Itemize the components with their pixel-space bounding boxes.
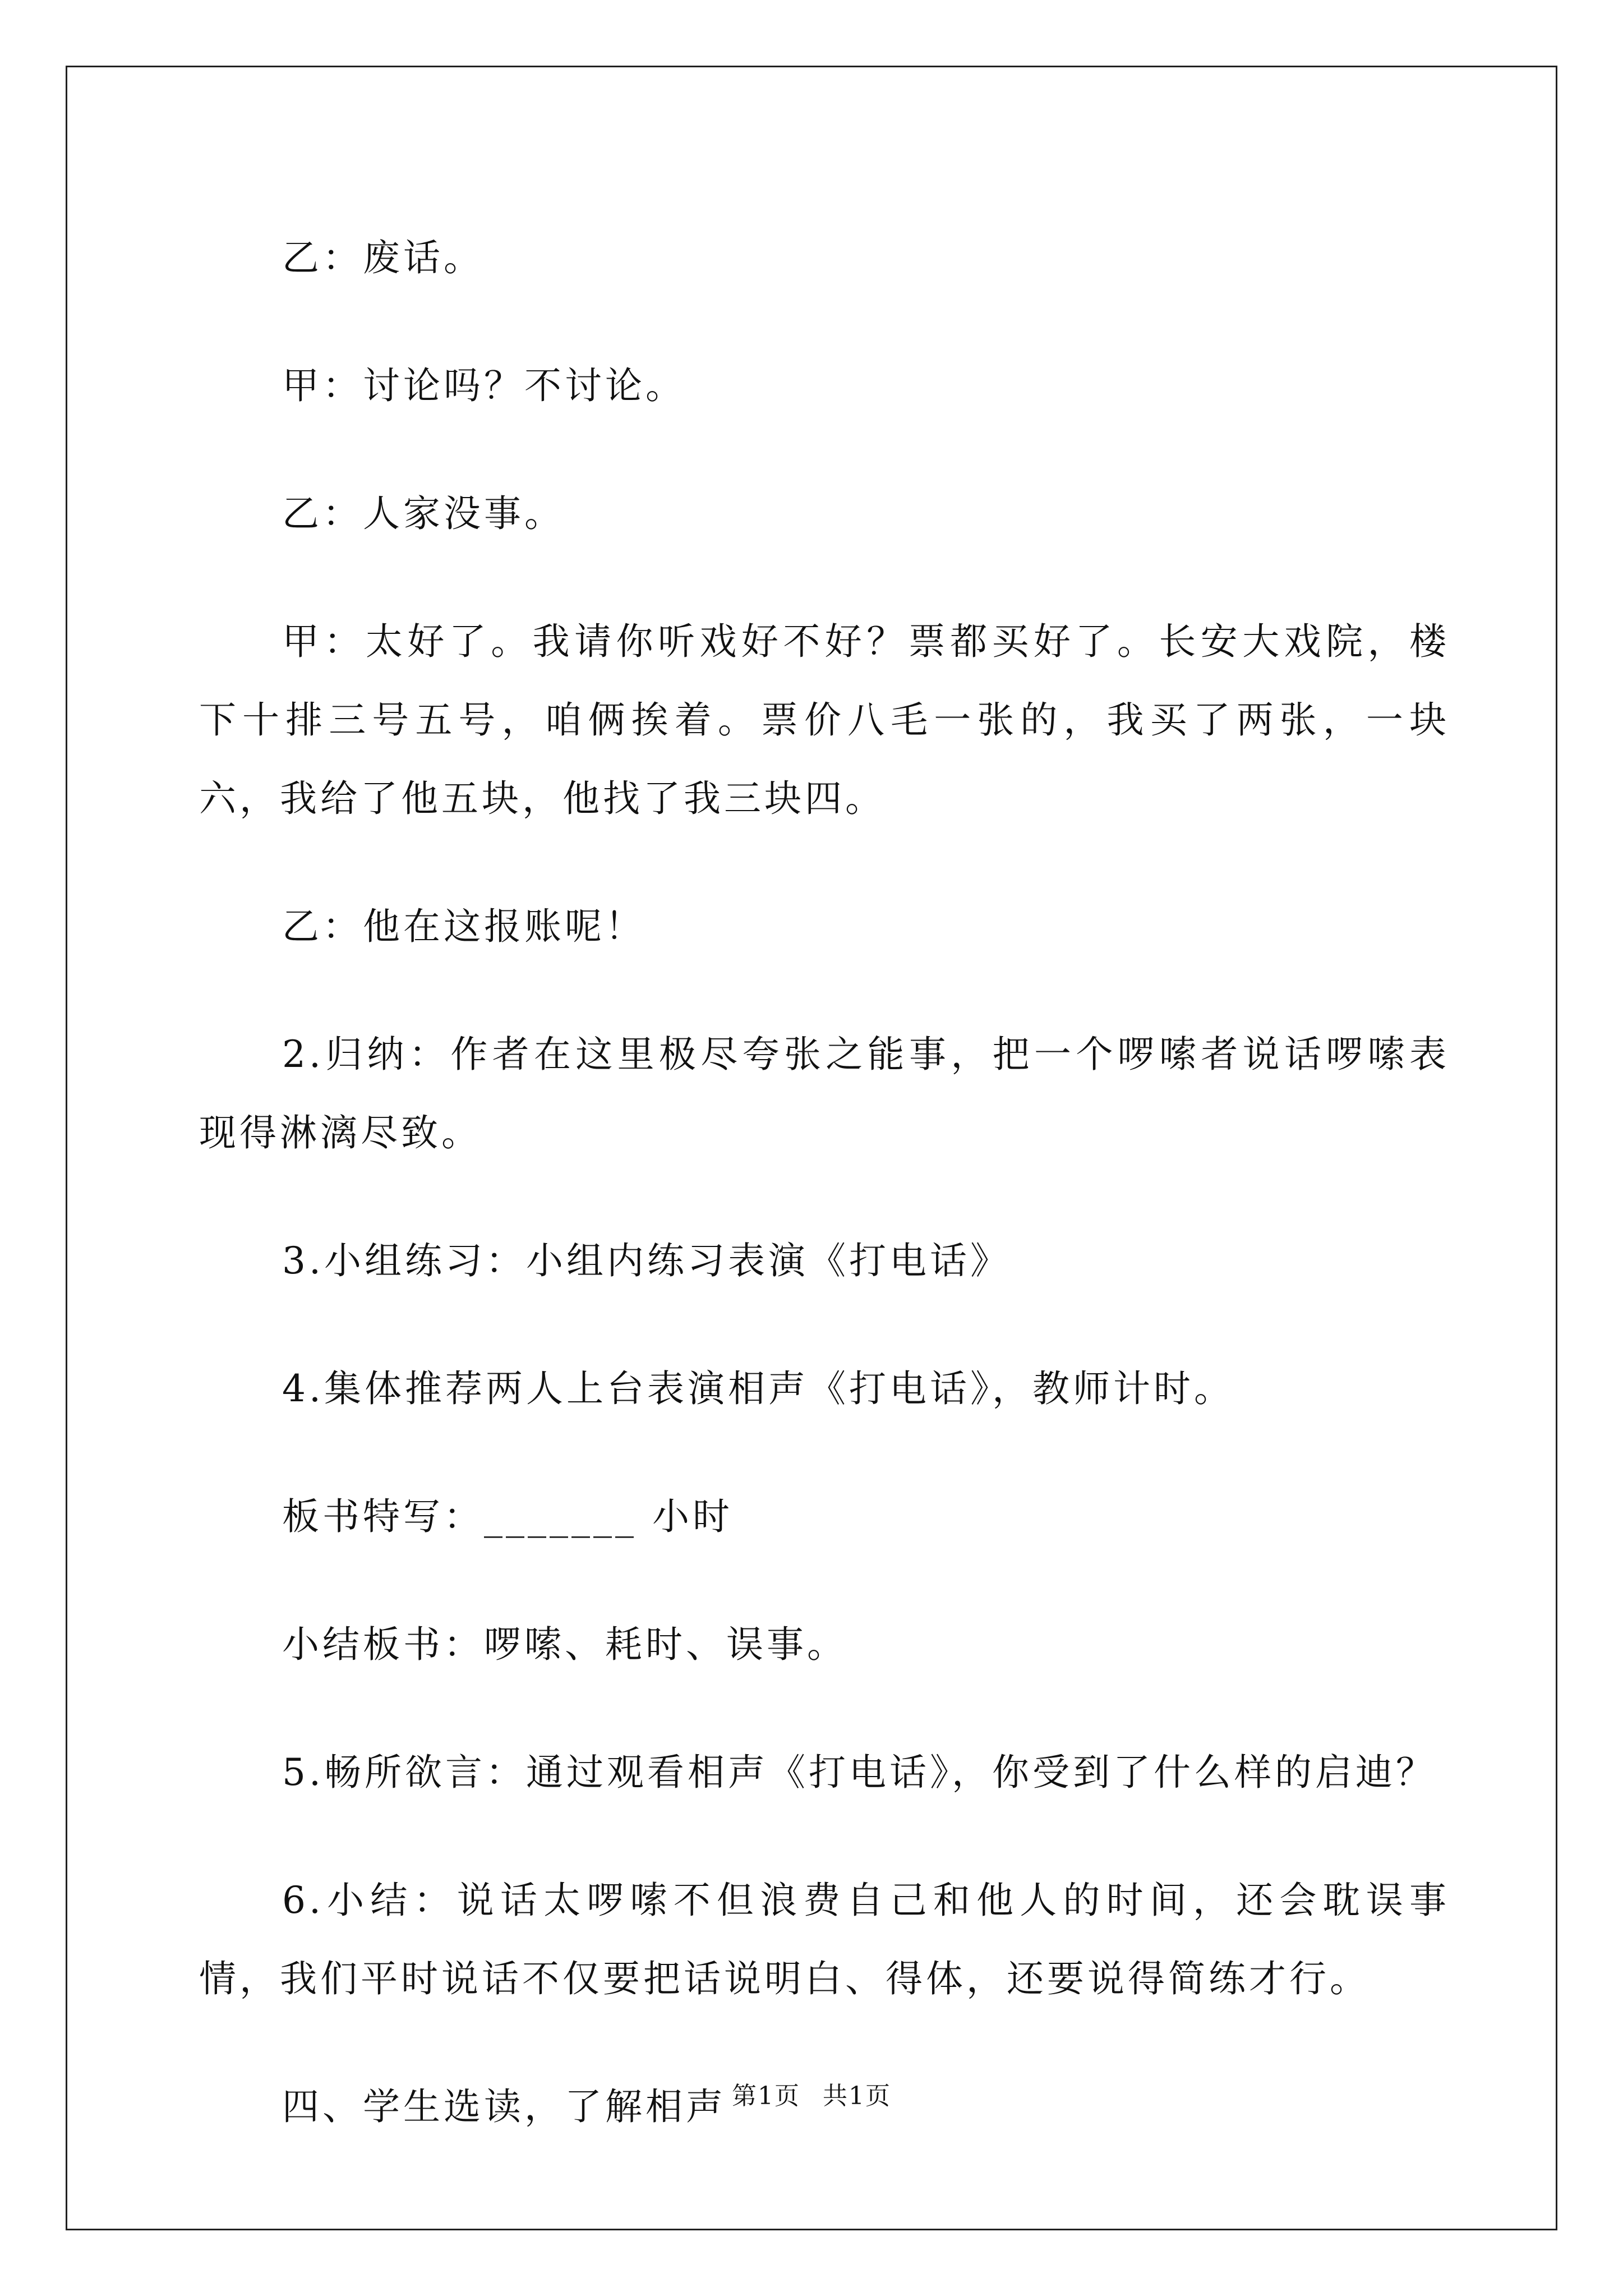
paragraph-4: 甲：太好了。我请你听戏好不好？票都买好了。长安大戏院，楼下十排三号五号，咱俩挨着。票价八毛一张的，我买了两张，一块六，我给了他五块，他找了我三块四。 [199, 620, 1450, 820]
page-footer [0, 2076, 1623, 2111]
document-body [199, 219, 1450, 2196]
paragraph-8: 4.集体推荐两人上台表演相声《打电话》，教师计时。 [282, 1367, 1234, 1410]
paragraph-2: 甲：讨论吗？不讨论。 [282, 364, 686, 407]
paragraph-6: 2.归纳：作者在这里极尽夸张之能事，把一个啰嗦者说话啰嗦表现得淋漓尽致。 [199, 1033, 1450, 1154]
paragraph-5: 乙：他在这报账呢！ [282, 905, 645, 948]
paragraph-13: 四、学生选读，了解相声 [282, 2085, 726, 2128]
paragraph-10: 小结板书：啰嗦、耗时、误事。 [282, 1623, 847, 1666]
paragraph-1: 乙：废话。 [282, 236, 484, 279]
paragraph-7: 3.小组练习：小组内练习表演《打电话》 [282, 1239, 1011, 1282]
paragraph-11: 5.畅所欲言：通过观看相声《打电话》，你受到了什么样的启迪？ [282, 1751, 1436, 1794]
paragraph-9: 板书特写：_______ 小时 [282, 1495, 733, 1538]
page-number: 第1页 [732, 2082, 800, 2110]
paragraph-12: 6.小结：说话太啰嗦不但浪费自己和他人的时间，还会耽误事情，我们平时说话不仅要把话说明白、得体，还要说得简练才行。 [199, 1879, 1450, 2000]
page-total: 共1页 [823, 2082, 891, 2110]
paragraph-3: 乙：人家没事。 [282, 492, 565, 535]
